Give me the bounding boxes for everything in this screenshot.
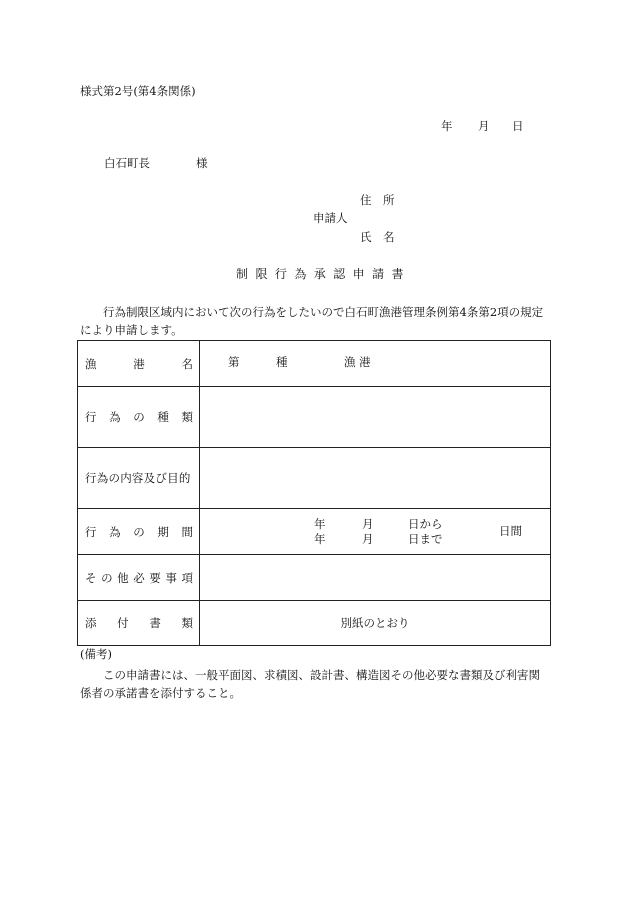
port-class-shu: 種 <box>276 354 288 369</box>
period-to-month: 月 <box>362 531 374 546</box>
document-title: 制限行為承認申請書 <box>236 267 411 281</box>
label-char: 港 <box>133 356 145 371</box>
remarks-line-2: 係者の承諾書を添付すること。 <box>80 686 241 700</box>
period-to-year: 年 <box>314 531 326 546</box>
label-char: の <box>133 410 145 424</box>
port-class-dai: 第 <box>228 354 240 369</box>
label-char: の <box>133 524 145 539</box>
table-row <box>78 387 551 448</box>
label-char: 付 <box>117 616 129 630</box>
period-from-year: 年 <box>314 516 326 531</box>
name-label-char-1: 氏 <box>360 230 372 244</box>
name-label-char-2: 名 <box>383 230 395 244</box>
remarks-heading: (備考) <box>80 647 112 661</box>
other-required-items-field[interactable] <box>200 555 551 601</box>
attachments-label <box>78 601 200 646</box>
label-char: 期 <box>157 524 169 539</box>
label-char: 事 <box>165 570 177 585</box>
label-char: 為 <box>109 410 121 424</box>
addressee-name: 白石町長 <box>104 156 150 170</box>
form-number: 様式第2号(第4条関係) <box>80 84 196 98</box>
label-char: 必 <box>133 570 145 585</box>
port-class-gyoko: 漁 港 <box>344 354 371 369</box>
other-required-items-label <box>78 555 200 601</box>
table-row <box>78 601 551 646</box>
intro-line-1: 行為制限区域内において次の行為をしたいので白石町漁港管理条例第4条第2項の規定 <box>103 305 544 319</box>
applicant-label: 申請人 <box>313 211 348 225</box>
label-char: 為 <box>109 524 121 539</box>
fishing-port-name-label <box>78 341 200 387</box>
date-year-label: 年 <box>441 119 453 133</box>
label-char: 行 <box>85 410 97 424</box>
label-char: 種 <box>157 410 169 424</box>
period-from-month: 月 <box>362 516 374 531</box>
remarks-paragraph <box>80 665 555 703</box>
period-from-day: 日から <box>408 516 443 531</box>
table-row <box>78 555 551 601</box>
label-char: 項 <box>181 570 193 585</box>
table-row <box>78 448 551 509</box>
date-month-label: 月 <box>478 119 490 133</box>
label-char: 名 <box>181 356 193 371</box>
attachments-value: 別紙のとおり <box>340 616 410 630</box>
address-label-char-2: 所 <box>383 193 395 207</box>
period-days: 日間 <box>499 523 522 538</box>
label-char: 間 <box>181 524 193 539</box>
application-table <box>77 340 551 646</box>
intro-paragraph <box>80 302 555 340</box>
label-char: 書 <box>149 616 161 630</box>
label-char: 要 <box>149 570 161 585</box>
intro-line-2: により申請します。 <box>80 323 183 337</box>
remarks-line-1: この申請書には、一般平面図、求積図、設計書、構造図その他必要な書類及び利害関 <box>103 668 540 682</box>
fishing-port-name-field[interactable] <box>200 341 551 387</box>
label-char: そ <box>85 570 97 585</box>
activity-content-purpose-label <box>78 448 200 509</box>
addressee-honorific: 様 <box>196 156 208 170</box>
activity-type-label <box>78 387 200 448</box>
period-to-day: 日まで <box>408 531 443 546</box>
activity-period-field[interactable] <box>200 509 551 555</box>
label-char: 添 <box>85 616 97 630</box>
attachments-field[interactable] <box>200 601 551 646</box>
label-char: 類 <box>181 616 193 630</box>
table-row <box>78 341 551 387</box>
address-label-char-1: 住 <box>360 193 372 207</box>
label-char: の <box>101 570 113 585</box>
activity-period-label <box>78 509 200 555</box>
label-char: 他 <box>117 570 129 585</box>
label-text: 行為の内容及び目的 <box>85 471 191 485</box>
label-char: 類 <box>181 410 193 424</box>
label-char: 漁 <box>85 356 97 371</box>
date-day-label: 日 <box>512 119 524 133</box>
table-row <box>78 509 551 555</box>
activity-type-field[interactable] <box>200 387 551 448</box>
label-char: 行 <box>85 524 97 539</box>
activity-content-purpose-field[interactable] <box>200 448 551 509</box>
